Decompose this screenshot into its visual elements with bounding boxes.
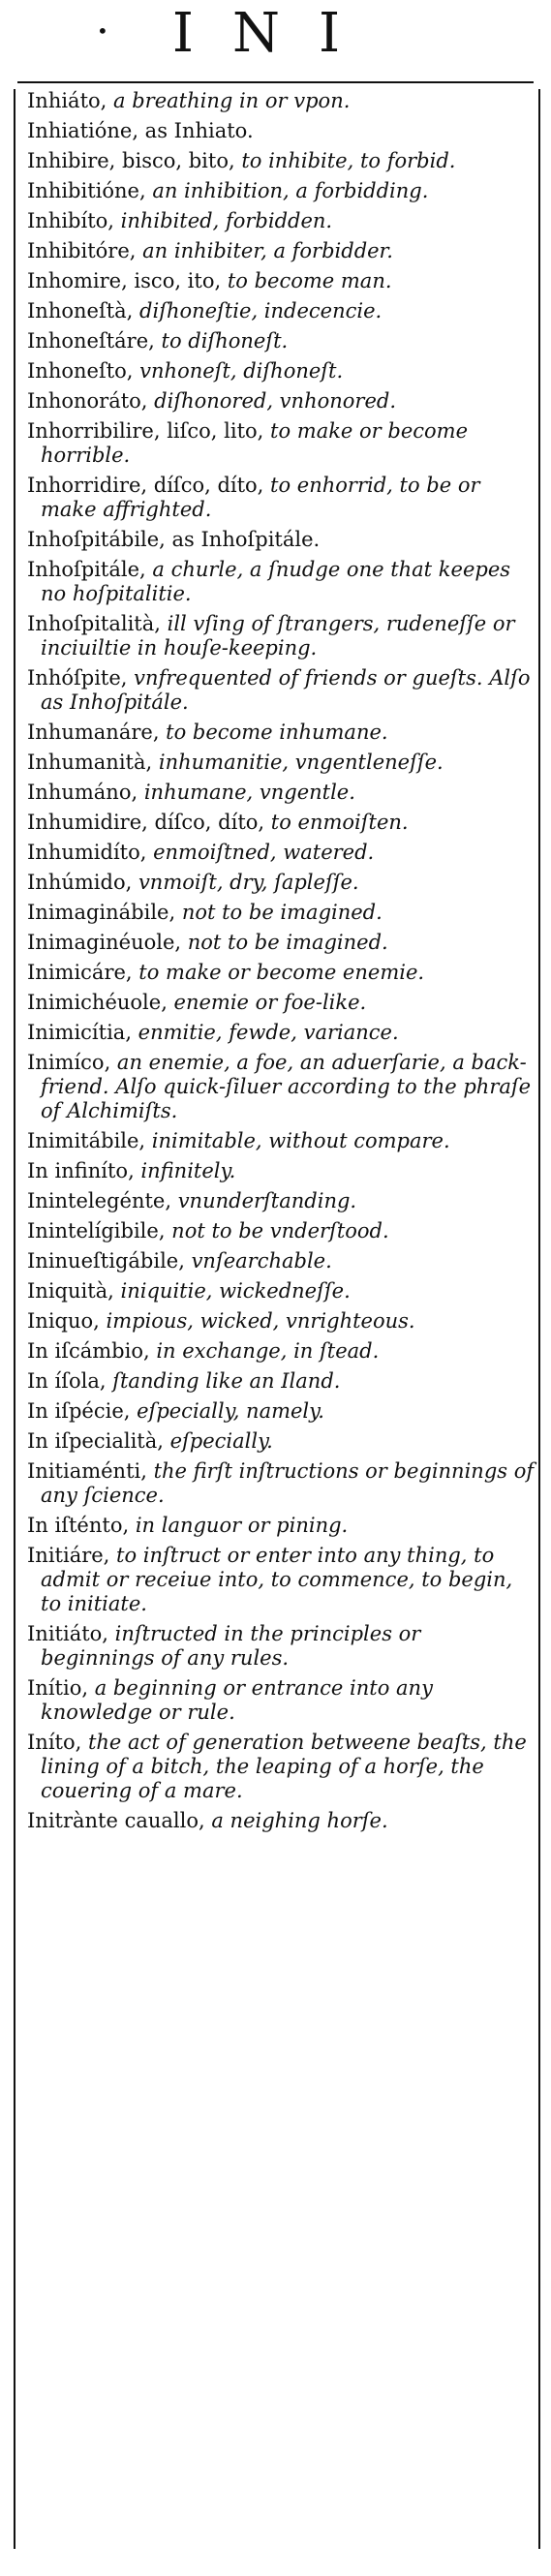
headword: Inhorribilire, liſco, lito, xyxy=(27,419,264,443)
dictionary-entry xyxy=(27,528,538,552)
dictionary-entry xyxy=(27,1676,538,1725)
dictionary-entry xyxy=(27,901,538,925)
dictionary-entry xyxy=(27,1339,538,1364)
definition: enmoiſtned, watered. xyxy=(146,841,375,864)
headword: Ininueſtigábile, xyxy=(27,1249,185,1273)
page-title: INI xyxy=(171,2,380,65)
header-rule xyxy=(17,81,534,83)
dictionary-entry xyxy=(27,269,538,293)
dictionary-entry xyxy=(27,1459,538,1508)
headword: Inhumidíto, xyxy=(27,841,147,864)
definition: to make or become enemie. xyxy=(132,961,425,984)
definition: vnunderſtanding. xyxy=(171,1189,357,1212)
page-header xyxy=(0,0,551,77)
definition: in languor or pining. xyxy=(129,1514,349,1537)
headword: In iſpécie, xyxy=(27,1399,131,1423)
headword: Inhoneſto, xyxy=(27,359,134,383)
headword: Inhorridire, díſco, díto, xyxy=(27,474,264,497)
definition: a breathing in or vpon. xyxy=(107,89,351,112)
dictionary-entry xyxy=(27,1731,538,1803)
dictionary-entry xyxy=(27,474,538,522)
definition: not to be imagined. xyxy=(181,931,388,954)
definition: diſhoneſtie, indecencie. xyxy=(133,299,383,322)
definition: the act of generation betweene beaſts, the lining of a bitch, the leaping of a horſe, the couering of a mare. xyxy=(41,1731,527,1802)
dictionary-entry xyxy=(27,239,538,263)
definition: not to be imagined. xyxy=(175,901,383,924)
dictionary-entry xyxy=(27,1544,538,1616)
definition: to enhorrid, to be or make affrighted. xyxy=(41,474,480,521)
definition: eſpecially, namely. xyxy=(130,1399,324,1423)
headword: Inimitábile, xyxy=(27,1129,146,1152)
headword: Inhumidire, díſco, díto, xyxy=(27,811,265,834)
dictionary-entry xyxy=(27,666,538,715)
entry-list xyxy=(15,89,538,1833)
dictionary-entry xyxy=(27,841,538,865)
headword: Inimicítia, xyxy=(27,1021,132,1044)
definition: the firſt inſtructions or beginnings of any ſcience. xyxy=(41,1459,535,1507)
headword: Initrànte cauallo, xyxy=(27,1809,205,1832)
dictionary-entry xyxy=(27,751,538,775)
headword: Inimicáre, xyxy=(27,961,133,984)
dictionary-entry xyxy=(27,931,538,955)
definition: eſpecially. xyxy=(163,1429,273,1453)
definition: vnhoneſt, diſhoneſt. xyxy=(133,359,344,383)
dictionary-entry xyxy=(27,179,538,203)
dictionary-entry xyxy=(27,119,538,143)
definition: infinitely. xyxy=(134,1159,236,1182)
headword: Inhumanità, xyxy=(27,751,153,774)
definition: inimitable, without compare. xyxy=(145,1129,450,1152)
dictionary-entry xyxy=(27,1129,538,1153)
headword: Initiaménti, xyxy=(27,1459,147,1483)
headword: Initiáre, xyxy=(27,1544,110,1567)
headword: Inhoneſtà, xyxy=(27,299,134,322)
definition: an inhibition, a forbidding. xyxy=(145,179,429,202)
headword: Iniquo, xyxy=(27,1309,100,1333)
headword: Inintelígibile, xyxy=(27,1219,166,1242)
dictionary-entry xyxy=(27,1219,538,1243)
dictionary-entry xyxy=(27,871,538,895)
dictionary-entry xyxy=(27,721,538,745)
header-dot: • xyxy=(97,19,108,43)
dictionary-entry xyxy=(27,1309,538,1334)
dictionary-entry xyxy=(27,1249,538,1273)
definition: an inhibiter, a forbidder. xyxy=(136,239,393,262)
definition: impious, wicked, vnrighteous. xyxy=(99,1309,415,1333)
definition: an enemie, a foe, an aduerſarie, a back-friend. Alſo quick-ſiluer according to the phraſe of Alchimiſts. xyxy=(41,1051,532,1122)
headword: Inhoſpitábile, as Inhoſpitále. xyxy=(27,528,321,551)
headword: Inhóſpite, xyxy=(27,666,128,690)
definition: to inhibite, to forbid. xyxy=(234,149,456,172)
dictionary-entry xyxy=(27,1189,538,1213)
definition: diſhonored, vnhonored. xyxy=(147,389,396,413)
dictionary-entry xyxy=(27,1369,538,1394)
dictionary-entry xyxy=(27,1809,538,1833)
headword: Inhoſpitalità, xyxy=(27,612,161,635)
headword: In íſola, xyxy=(27,1369,107,1393)
headword: Inhonoráto, xyxy=(27,389,148,413)
dictionary-entry xyxy=(27,1622,538,1671)
definition: in exchange, in ſtead. xyxy=(149,1339,380,1363)
dictionary-entry xyxy=(27,89,538,113)
headword: Inítio, xyxy=(27,1676,89,1700)
headword: Inhibíto, xyxy=(27,209,114,232)
headword: In infiníto, xyxy=(27,1159,135,1182)
headword: Inhibitióne, xyxy=(27,179,146,202)
definition: a beginning or entrance into any knowledge or rule. xyxy=(41,1676,433,1724)
dictionary-column xyxy=(14,89,540,2549)
dictionary-entry xyxy=(27,781,538,805)
definition: inſtructed in the principles or beginnings of any rules. xyxy=(41,1622,421,1670)
definition: vnfrequented of friends or gueſts. Alſo as Inhoſpitále. xyxy=(41,666,531,714)
definition: not to be vnderſtood. xyxy=(165,1219,389,1242)
definition: to diſhoneſt. xyxy=(154,329,289,353)
dictionary-entry xyxy=(27,419,538,468)
headword: Inhiatióne, as Inhiato. xyxy=(27,119,254,142)
definition: vnſearchable. xyxy=(184,1249,332,1273)
headword: Inintelegénte, xyxy=(27,1189,172,1212)
headword: Inimíco, xyxy=(27,1051,111,1074)
headword: In iſténto, xyxy=(27,1514,130,1537)
dictionary-entry xyxy=(27,1429,538,1454)
dictionary-entry xyxy=(27,299,538,323)
definition: inhumanitie, vngentleneſſe. xyxy=(152,751,444,774)
headword: Inhibitóre, xyxy=(27,239,137,262)
dictionary-entry xyxy=(27,1021,538,1045)
dictionary-entry xyxy=(27,359,538,383)
headword: Initiáto, xyxy=(27,1622,108,1645)
headword: Inhibire, bisco, bito, xyxy=(27,149,235,172)
dictionary-entry xyxy=(27,612,538,660)
dictionary-entry xyxy=(27,961,538,985)
definition: vnmoiſt, dry, ſapleſſe. xyxy=(132,871,359,894)
headword: Inhúmido, xyxy=(27,871,133,894)
headword: Inhumáno, xyxy=(27,781,138,804)
headword: Inimaginéuole, xyxy=(27,931,182,954)
definition: enmitie, fewde, variance. xyxy=(132,1021,399,1044)
dictionary-entry xyxy=(27,149,538,173)
headword: Inimichéuole, xyxy=(27,991,168,1014)
dictionary-entry xyxy=(27,1159,538,1183)
definition: to enmoiſten. xyxy=(264,811,409,834)
headword: Inhumanáre, xyxy=(27,721,160,744)
headword: Inhoſpitále, xyxy=(27,558,146,581)
definition: inhibited, forbidden. xyxy=(113,209,333,232)
headword: Inhomire, isco, ito, xyxy=(27,269,222,292)
headword: Iniquità, xyxy=(27,1279,114,1303)
dictionary-entry xyxy=(27,1514,538,1538)
headword: In iſpecialità, xyxy=(27,1429,164,1453)
headword: In iſcámbio, xyxy=(27,1339,150,1363)
dictionary-entry xyxy=(27,811,538,835)
definition: a neighing horſe. xyxy=(204,1809,388,1832)
dictionary-entry xyxy=(27,1279,538,1303)
dictionary-entry xyxy=(27,1399,538,1424)
definition: to make or become horrible. xyxy=(41,419,469,467)
dictionary-entry xyxy=(27,991,538,1015)
definition: to become man. xyxy=(221,269,392,292)
definition: inhumane, vngentle. xyxy=(138,781,355,804)
definition: enemie or foe-like. xyxy=(167,991,367,1014)
definition: iniquitie, wickedneſſe. xyxy=(113,1279,351,1303)
definition: to become inhumane. xyxy=(159,721,388,744)
dictionary-entry xyxy=(27,329,538,353)
dictionary-entry xyxy=(27,389,538,414)
headword: Inhiáto, xyxy=(27,89,107,112)
definition: ill vſing of ſtrangers, rudeneſſe or inciuiltie in houſe-keeping. xyxy=(41,612,515,659)
definition: a churle, a ſnudge one that keepes no hoſpitalitie. xyxy=(41,558,511,605)
dictionary-entry xyxy=(27,1051,538,1123)
definition: to inſtruct or enter into any thing, to admit or receiue into, to commence, to begin, to initiate. xyxy=(41,1544,513,1615)
dictionary-entry xyxy=(27,209,538,233)
headword: Iníto, xyxy=(27,1731,82,1754)
headword: Inhoneſtáre, xyxy=(27,329,155,353)
headword: Inimaginábile, xyxy=(27,901,176,924)
definition: ſtanding like an Iland. xyxy=(106,1369,341,1393)
dictionary-entry xyxy=(27,558,538,606)
